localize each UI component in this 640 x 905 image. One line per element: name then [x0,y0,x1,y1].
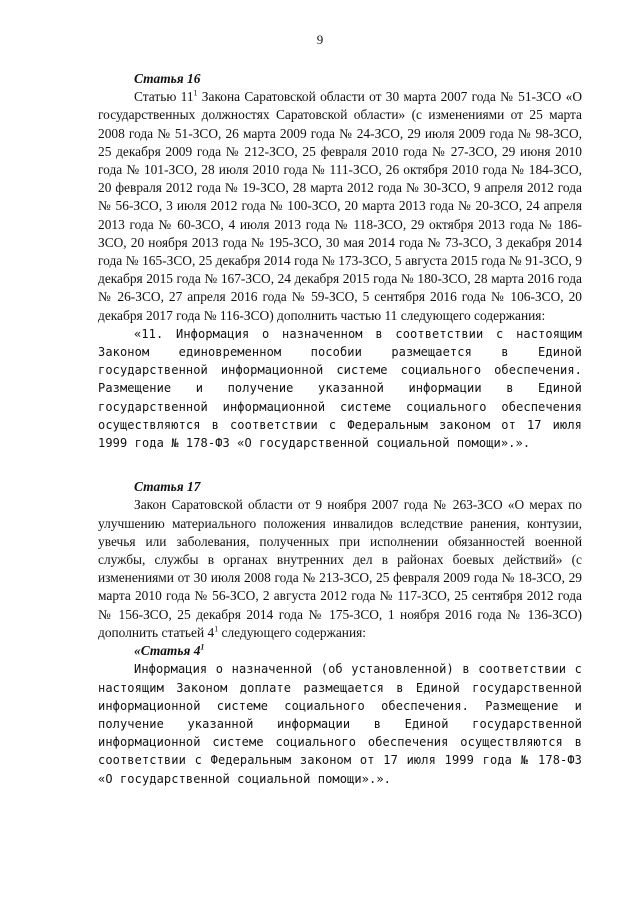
article-17-quote: Информация о назначенной (об установленной) в соответствии с настоящим Законом доплате размещается в Единой государственной информационной системе социального обеспечения. Размещение и получение указанной информации в Единой государственной информационной системе социального обеспечения осуществляются в соответствии с Федеральным законом от 17 июля 1999 года № 178-ФЗ «О государственной социальной помощи».». [98,662,582,786]
document-body [98,70,582,788]
article-17-intro-tail: следующего содержания: [218,624,367,640]
article-17-intro [98,496,582,642]
article-16-heading: Статья 16 [134,71,201,86]
page-number: 9 [316,32,324,47]
article-4-1-heading-text: «Статья 4 [134,643,201,659]
article-16-intro-start: Статью 11 [134,89,194,105]
article-4-1-heading-sup: 1 [200,642,205,652]
article-16-intro-rest: Закона Саратовской области от 30 марта 2007 года № 51-ЗСО «О государственных должностях Саратовской области» (с изменениями от 25 марта 2008 года № 51-ЗСО, 26 марта 2009 года № 24-ЗСО, 29 июля 2009 года № 98-ЗСО, 25 декабря 2009 года № 212-ЗСО, 25 февраля 2010 года № 27-ЗСО, 29 июня 2010 года № 101-ЗСО, 28 июля 2010 года № 111-ЗСО, 26 октября 2010 года № 184-ЗСО, 20 февраля 2012 года № 19-ЗСО, 28 марта 2012 года № 30-ЗСО, 9 апреля 2012 года № 56-ЗСО, 3 июля 2012 года № 100-ЗСО, 20 марта 2013 года № 20-ЗСО, 24 апреля 2013 года № 60-ЗСО, 4 июля 2013 года № 118-ЗСО, 29 октября 2013 года № 186-ЗСО, 20 ноября 2013 года № 195-ЗСО, 30 мая 2014 года № 73-ЗСО, 3 декабря 2014 года № 165-ЗСО, 25 декабря 2014 года № 173-ЗСО, 5 августа 2015 года № 91-ЗСО, 9 декабря 2015 года № 167-ЗСО, 24 декабря 2015 года № 180-ЗСО, 28 марта 2016 года № 26-ЗСО, 27 апреля 2016 года № 59-ЗСО, 5 сентября 2016 года № 106-ЗСО, 20 декабря 2017 года № 116-ЗСО) дополнить частью 11 следующего содержания: [98,89,582,323]
article-16-quote: «11. Информация о назначенном в соответствии с настоящим Законом единовременном пособии размещается в Единой государственной информационной системе социального обеспечения. Размещение и получение указанной информации в Единой государственной информационной системе социального обеспечения осуществляются в соответствии с Федеральным законом от 17 июля 1999 года № 178-ФЗ «О государственной социальной помощи».». [98,326,582,451]
article-17-heading: Статья 17 [134,479,201,495]
article-17-intro-start: Закон Саратовской области от 9 ноября 2007 года № 263-ЗСО «О мерах по улучшению материального положения инвалидов вследствие ранения, контузии, увечья или заболевания, полученных при исполнении обязанностей военной службы, службы в органах внутренних дел в районах боевых действий» (с изменениями от 30 июля 2008 года № 213-ЗСО, 25 февраля 2009 года № 18-ЗСО, 29 марта 2010 года № 56-ЗСО, 2 августа 2012 года № 117-ЗСО, 25 сентября 2012 года № 156-ЗСО, 25 декабря 2014 года № 175-ЗСО, 1 ноября 2016 года № 136-ЗСО) дополнить статьей 4 [98,497,582,640]
article-4-1-heading [134,642,582,660]
article-17-intro-sup: 1 [214,624,219,634]
article-16-intro [98,88,582,325]
section-spacer [98,452,582,478]
article-16-intro-sup: 1 [193,88,198,98]
